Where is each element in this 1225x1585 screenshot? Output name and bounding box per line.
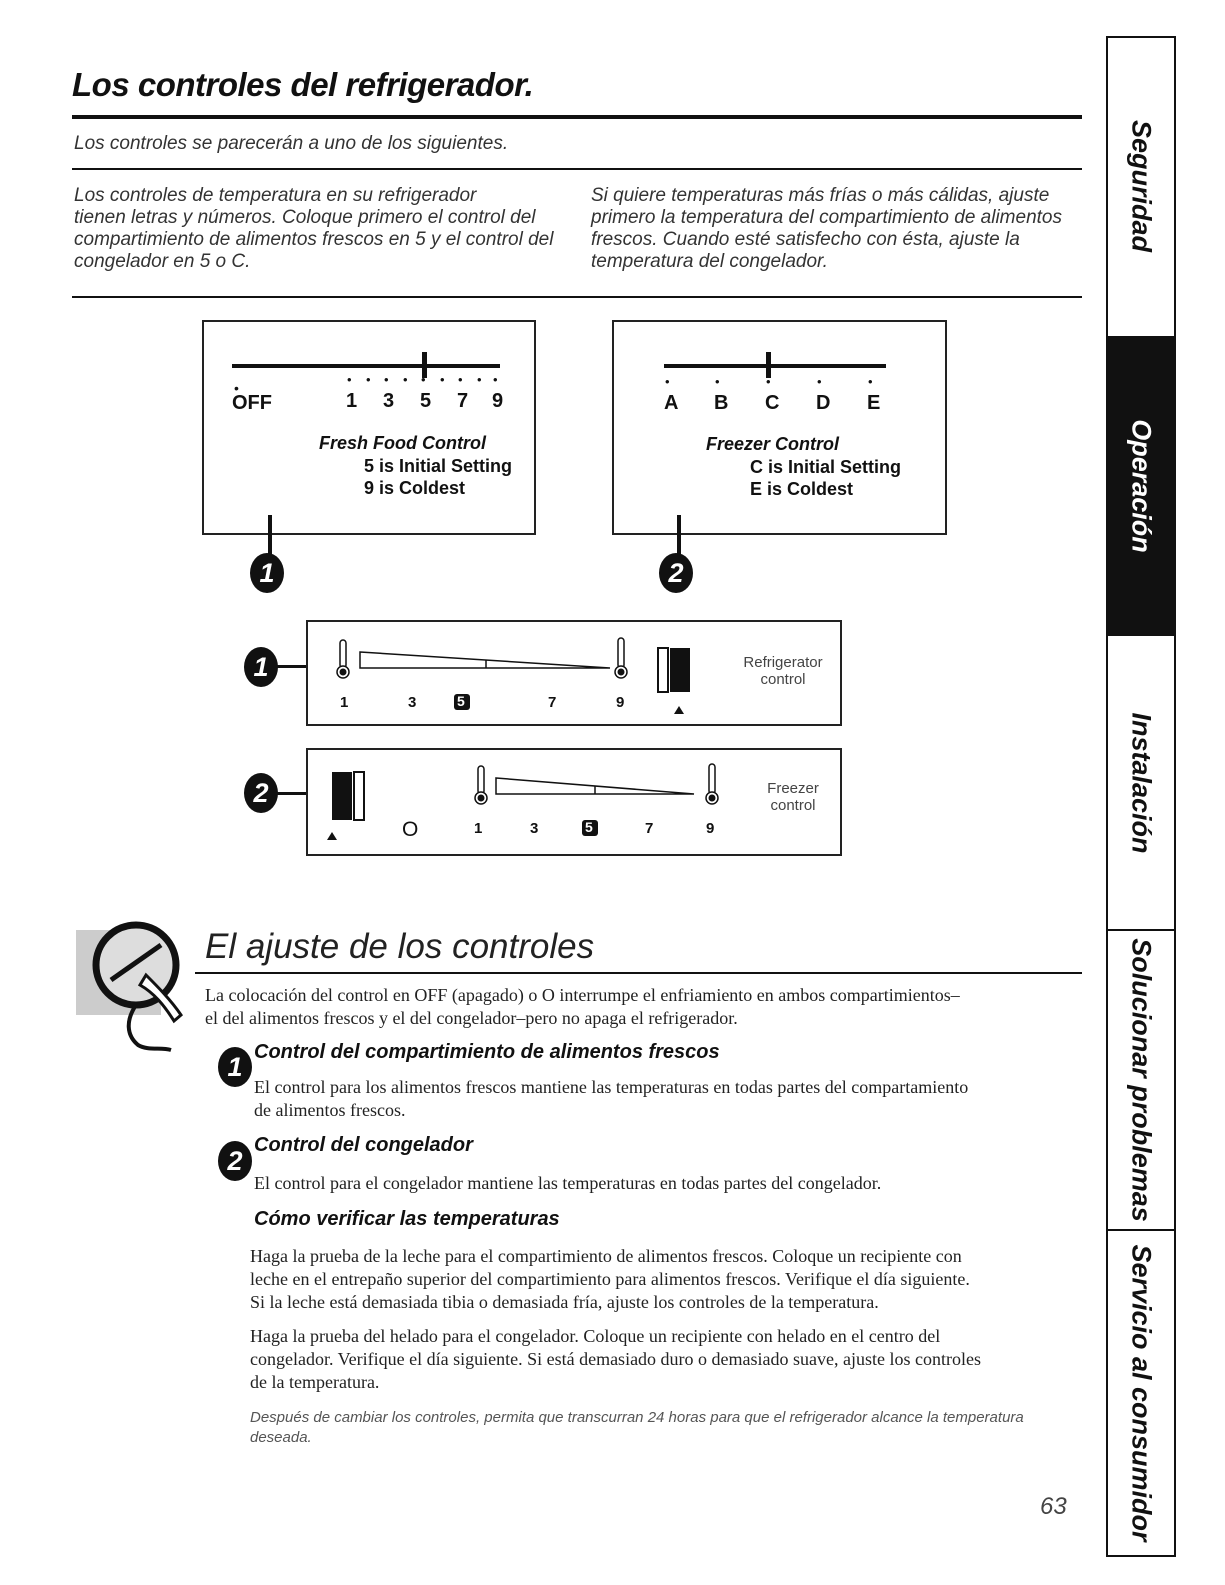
dial-track: [232, 364, 500, 368]
dot: •: [665, 374, 670, 389]
scale-number: 1: [340, 694, 349, 711]
intro-rule: [72, 296, 1082, 298]
tab-label: Operación: [1126, 419, 1157, 553]
tab-operacion[interactable]: [1106, 336, 1176, 636]
thermometer-warm-icon: [706, 764, 718, 804]
dot: •: [403, 372, 408, 387]
dot: •: [868, 374, 873, 389]
page-title: Los controles del refrigerador.: [72, 66, 534, 103]
slider-knob-icon: [332, 772, 364, 820]
tab-label: Solucionar problemas: [1126, 938, 1157, 1222]
verify-paragraph-2: Haga la prueba del helado para el congelador. Coloque un recipiente con helado en el centro del congelador. Verifique el día siguiente. Si está demasiado duro o demasiado suave, ajuste los controles de la temperatura.: [250, 1326, 981, 1392]
callout-line: [276, 792, 308, 795]
dial-line1: C is Initial Setting: [750, 457, 902, 477]
freezer-slider-panel: [306, 748, 842, 856]
dial-hand-icon: [76, 905, 196, 1055]
arrow-up-icon: [327, 832, 337, 840]
dot: •: [493, 372, 498, 387]
tab-label: Servicio al consumidor: [1126, 1244, 1157, 1542]
control-label: Freezer control: [767, 780, 819, 814]
callout-badge-1: 1: [244, 647, 278, 687]
dot: •: [766, 374, 771, 389]
scale-number: 3: [408, 694, 417, 711]
dial-heading: Freezer Control: [706, 434, 840, 454]
scale-number: 3: [530, 820, 539, 837]
scale-number: 9: [706, 820, 715, 837]
fresh-food-dial-panel: [202, 320, 536, 535]
title-rule: [72, 115, 1082, 119]
item2-text: El control para el congelador mantiene las temperaturas en todas partes del congelador.: [254, 1173, 882, 1193]
scale-number: 1: [346, 390, 358, 412]
slider-knob-icon: [658, 648, 690, 692]
dot: •: [347, 372, 352, 387]
scale-letter: E: [867, 392, 881, 414]
subtitle-rule: [72, 168, 1082, 170]
item1-heading: Control del compartimiento de alimentos frescos: [254, 1041, 720, 1063]
note: Después de cambiar los controles, permita que transcurran 24 horas para que el refrigerador alcance la temperatura deseada.: [250, 1409, 1024, 1446]
section-heading: El ajuste de los controles: [205, 927, 595, 966]
tab-solucionar-problemas[interactable]: [1106, 931, 1176, 1231]
callout-badge-2: 2: [244, 773, 278, 813]
section-rule: [195, 972, 1082, 974]
dot: •: [421, 372, 426, 387]
scale-letter: D: [816, 392, 831, 414]
arrow-up-icon: [674, 706, 684, 714]
item-badge-1: 1: [218, 1047, 252, 1087]
tab-servicio-al-consumidor[interactable]: [1106, 1231, 1176, 1557]
callout-line: [268, 515, 272, 555]
scale-letter: C: [765, 392, 780, 414]
off-label: OFF: [232, 392, 272, 414]
thermometer-warm-icon: [615, 638, 627, 678]
tab-instalacion[interactable]: [1106, 636, 1176, 931]
off-zero: O: [402, 818, 419, 841]
tab-label: Instalación: [1126, 711, 1157, 854]
dial-line1: 5 is Initial Setting: [364, 456, 513, 476]
control-label: Refrigerator control: [743, 654, 823, 688]
verify-heading: Cómo verificar las temperaturas: [254, 1208, 560, 1230]
scale-letter: A: [664, 392, 679, 414]
item1-text: El control para los alimentos frescos mantiene las temperaturas en todas partes del compartamiento de alimentos frescos.: [254, 1077, 969, 1120]
item-badge-2: 2: [218, 1141, 252, 1181]
scale-number: 3: [383, 390, 395, 412]
dial-line2: E is Coldest: [750, 479, 854, 499]
item2-heading: Control del congelador: [254, 1134, 473, 1156]
dot: •: [715, 374, 720, 389]
scale-number: 9: [616, 694, 625, 711]
verify-paragraph-1: Haga la prueba de la leche para el compartimiento de alimentos frescos. Coloque un recipiente con leche en el entrepaño superior del compartimiento para alimentos frescos. Verifique el día siguiente. Si la leche está demasiada tibia o demasiada fría, ajuste los controles de la temperatura.: [250, 1246, 970, 1312]
intro-left: Los controles de temperatura en su refrigerador tienen letras y números. Coloque primero el control del compartimiento de alimentos frescos en 5 y el control del congelador en 5 o C.: [74, 185, 554, 272]
dial-track: [664, 364, 886, 368]
scale-number: 1: [474, 820, 483, 837]
off-dot: •: [234, 380, 239, 396]
thermometer-cold-icon: [475, 766, 487, 804]
scale-number: 7: [457, 390, 469, 412]
scale-number: 7: [645, 820, 654, 837]
dot: •: [817, 374, 822, 389]
callout-line: [677, 515, 681, 555]
scale-wedge: [360, 652, 610, 668]
scale-number-selected: 5: [457, 693, 465, 709]
scale-letter: B: [714, 392, 729, 414]
scale-number: 9: [492, 390, 504, 412]
dot: •: [440, 372, 445, 387]
refrigerator-slider-panel: [306, 620, 842, 726]
freezer-dial-panel: [612, 320, 947, 535]
tab-label: Seguridad: [1126, 119, 1157, 253]
section-intro: La colocación del control en OFF (apagado) o O interrumpe el enfriamiento en ambos compartimientos– el del alimentos frescos y el del congelador–pero no apaga el refrigerador.: [205, 985, 960, 1028]
tab-seguridad[interactable]: [1106, 36, 1176, 336]
scale-number: 7: [548, 694, 557, 711]
callout-badge-2: 2: [659, 553, 693, 593]
dial-line2: 9 is Coldest: [364, 478, 466, 498]
dot: •: [477, 372, 482, 387]
subtitle: Los controles se parecerán a uno de los siguientes.: [74, 133, 509, 154]
dot: •: [366, 372, 371, 387]
dot: •: [458, 372, 463, 387]
callout-line: [276, 665, 308, 668]
dot: •: [384, 372, 389, 387]
dial-heading: Fresh Food Control: [319, 433, 486, 453]
page-number: 63: [1040, 1493, 1067, 1520]
thermometer-cold-icon: [337, 640, 349, 678]
scale-number: 5: [420, 390, 432, 412]
intro-right: Si quiere temperaturas más frías o más cálidas, ajuste primero la temperatura del compartimiento de alimentos frescos. Cuando esté satisfecho con ésta, ajuste la temperatura del congelador.: [591, 185, 1062, 272]
scale-number-selected: 5: [585, 819, 593, 835]
callout-badge-1: 1: [250, 553, 284, 593]
